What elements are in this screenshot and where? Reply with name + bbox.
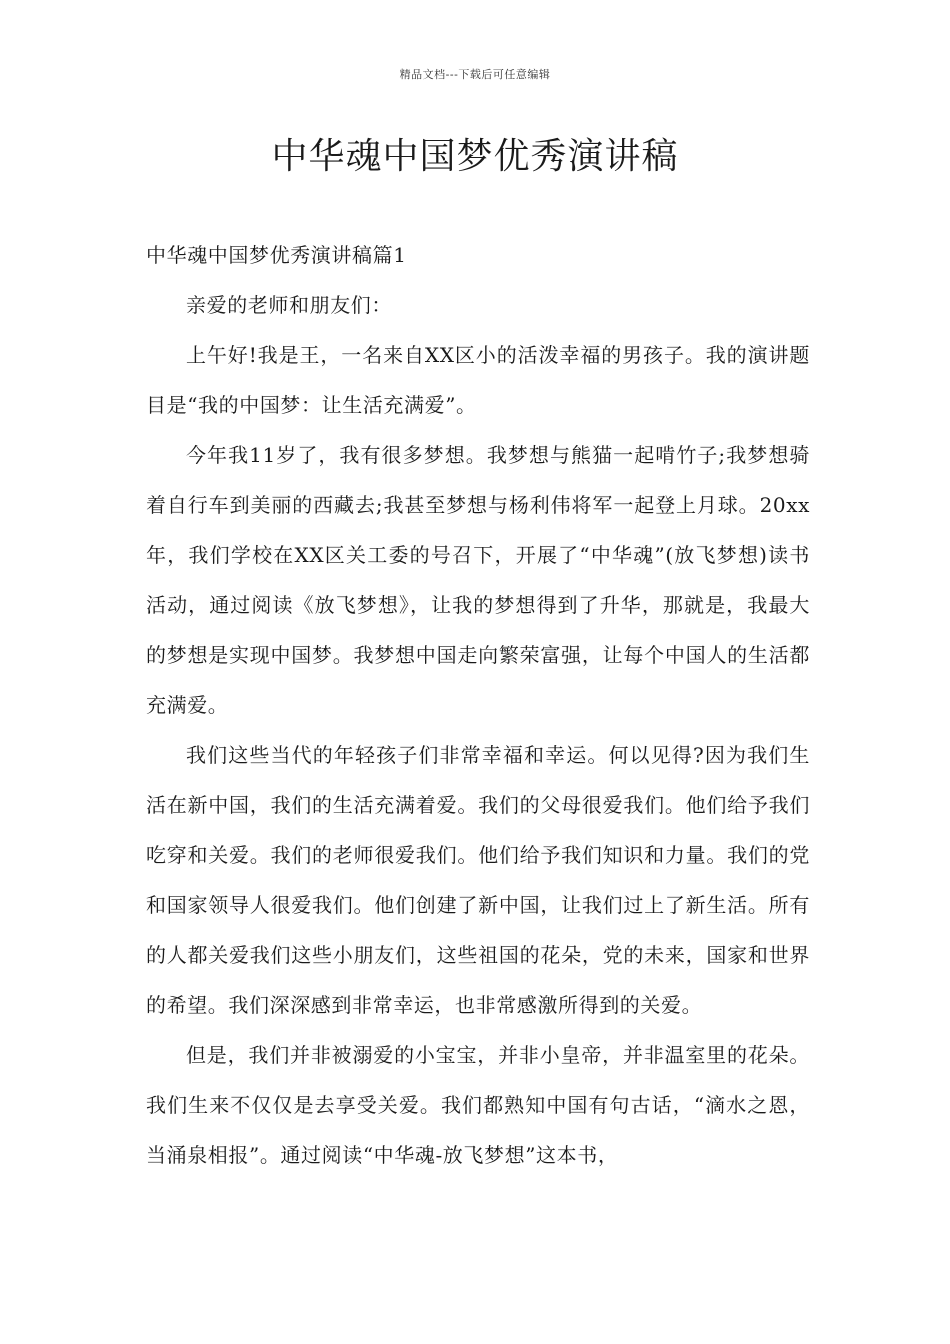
section-heading: 中华魂中国梦优秀演讲稿篇1 xyxy=(146,243,407,267)
paragraph: 今年我11岁了，我有很多梦想。我梦想与熊猫一起啃竹子;我梦想骑着自行车到美丽的西藏去;我甚至梦想与杨利伟将军一起登上月球。20xx年，我们学校在XX区关工委的号召下，开展了“中华魂”(放飞梦想)读书活动，通过阅读《放飞梦想》，让我的梦想得到了升华，那就是，我最大的梦想是实现中国梦。我梦想中国走向繁荣富强，让每个中国人的生活都充满爱。 xyxy=(146,443,810,717)
paragraph-greeting: 亲爱的老师和朋友们： xyxy=(186,293,392,317)
paragraph: 上午好!我是王，一名来自XX区小的活泼幸福的男孩子。我的演讲题目是“我的中国梦：让生活充满爱”。 xyxy=(146,343,810,417)
paragraph: 我们这些当代的年轻孩子们非常幸福和幸运。何以见得?因为我们生活在新中国，我们的生活充满着爱。我们的父母很爱我们。他们给予我们吃穿和关爱。我们的老师很爱我们。他们给予我们知识和力量。我们的党和国家领导人很爱我们。他们创建了新中国，让我们过上了新生活。所有的人都关爱我们这些小朋友们，这些祖国的花朵，党的未来，国家和世界的希望。我们深深感到非常幸运，也非常感激所得到的关爱。 xyxy=(146,743,810,1017)
document-body xyxy=(146,230,810,1180)
document-title: 中华魂中国梦优秀演讲稿 xyxy=(271,136,679,177)
header-note: 精品文档---下载后可任意编辑 xyxy=(399,68,551,81)
paragraph: 但是，我们并非被溺爱的小宝宝，并非小皇帝，并非温室里的花朵。我们生来不仅仅是去享受关爱。我们都熟知中国有句古话，“滴水之恩，当涌泉相报”。通过阅读“中华魂-放飞梦想”这本书， xyxy=(146,1043,810,1167)
